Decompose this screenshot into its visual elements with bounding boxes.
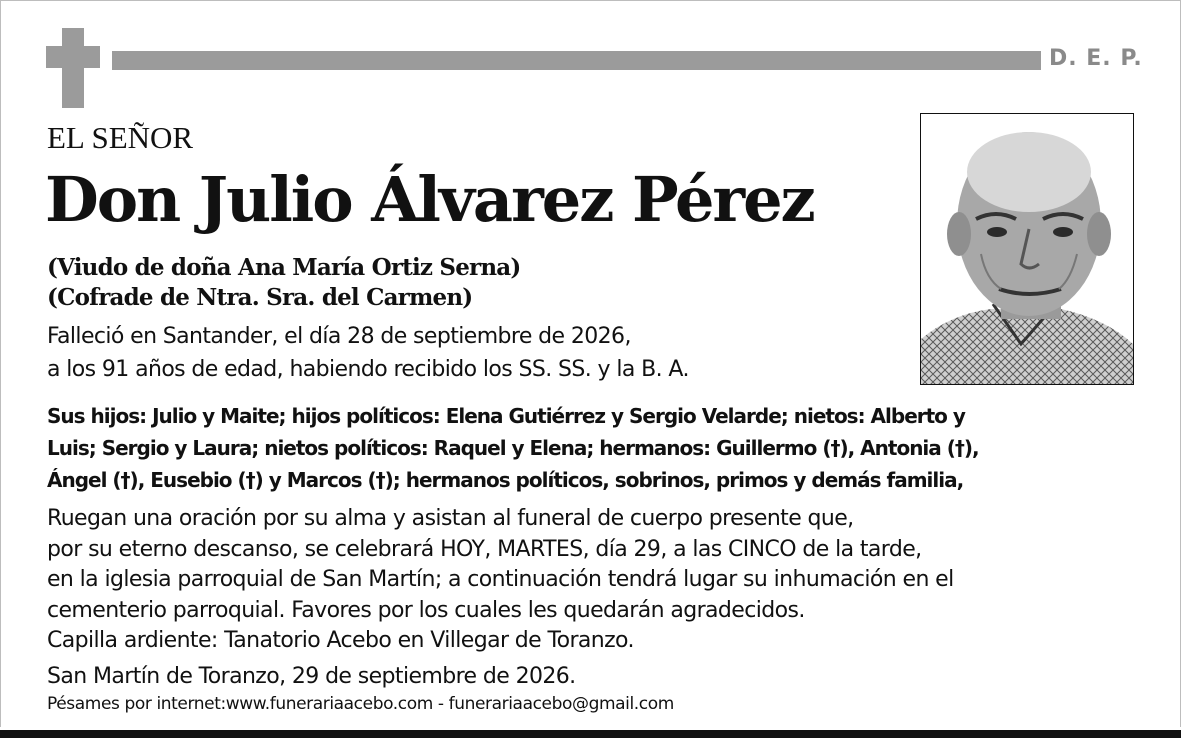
family-line-3: Ángel (†), Eusebio (†) y Marcos (†); hermanos políticos, sobrinos, primos y demás familia, bbox=[47, 468, 964, 492]
dep-label: D. E. P. bbox=[1049, 46, 1143, 71]
cross-icon-arm bbox=[46, 46, 100, 68]
funeral-line-1: Ruegan una oración por su alma y asistan al funeral de cuerpo presente que, bbox=[47, 506, 854, 531]
death-line-2: a los 91 años de edad, habiendo recibido los SS. SS. y la B. A. bbox=[47, 357, 689, 382]
header-bar bbox=[112, 51, 1041, 70]
funeral-line-2: por su eterno descanso, se celebrará HOY, MARTES, día 29, a las CINCO de la tarde, bbox=[47, 536, 922, 562]
family-line-2: Luis; Sergio y Laura; nietos políticos: Raquel y Elena; hermanos: Guillermo (†), Antonia (†), bbox=[47, 436, 979, 460]
cross-icon bbox=[62, 28, 84, 108]
condolences-contact: Pésames por internet:www.funerariaacebo.com - funerariaacebo@gmail.com bbox=[47, 694, 674, 714]
funeral-line-3: en la iglesia parroquial de San Martín; a continuación tendrá lugar su inhumación en el bbox=[47, 567, 954, 592]
family-list bbox=[47, 400, 1107, 496]
funeral-notice bbox=[47, 504, 954, 657]
funeral-line-5: Capilla ardiente: Tanatorio Acebo en Villegar de Toranzo. bbox=[47, 628, 634, 653]
portrait-photo bbox=[920, 113, 1134, 385]
brotherhood-note: (Cofrade de Ntra. Sra. del Carmen) bbox=[47, 284, 473, 311]
widower-note: (Viudo de doña Ana María Ortiz Serna) bbox=[47, 254, 521, 281]
title-prefix: EL SEÑOR bbox=[47, 120, 194, 155]
place-date: San Martín de Toranzo, 29 de septiembre de 2026. bbox=[47, 664, 576, 689]
funeral-line-4: cementerio parroquial. Favores por los cuales les quedarán agradecidos. bbox=[47, 597, 805, 623]
portrait-illustration bbox=[921, 114, 1133, 384]
bottom-rule bbox=[0, 730, 1181, 738]
family-line-1: Sus hijos: Julio y Maite; hijos políticos: Elena Gutiérrez y Sergio Velarde; nietos: Alberto y bbox=[47, 404, 965, 428]
deceased-name: Don Julio Álvarez Pérez bbox=[45, 163, 814, 236]
death-line-1: Falleció en Santander, el día 28 de septiembre de 2026, bbox=[47, 324, 631, 349]
